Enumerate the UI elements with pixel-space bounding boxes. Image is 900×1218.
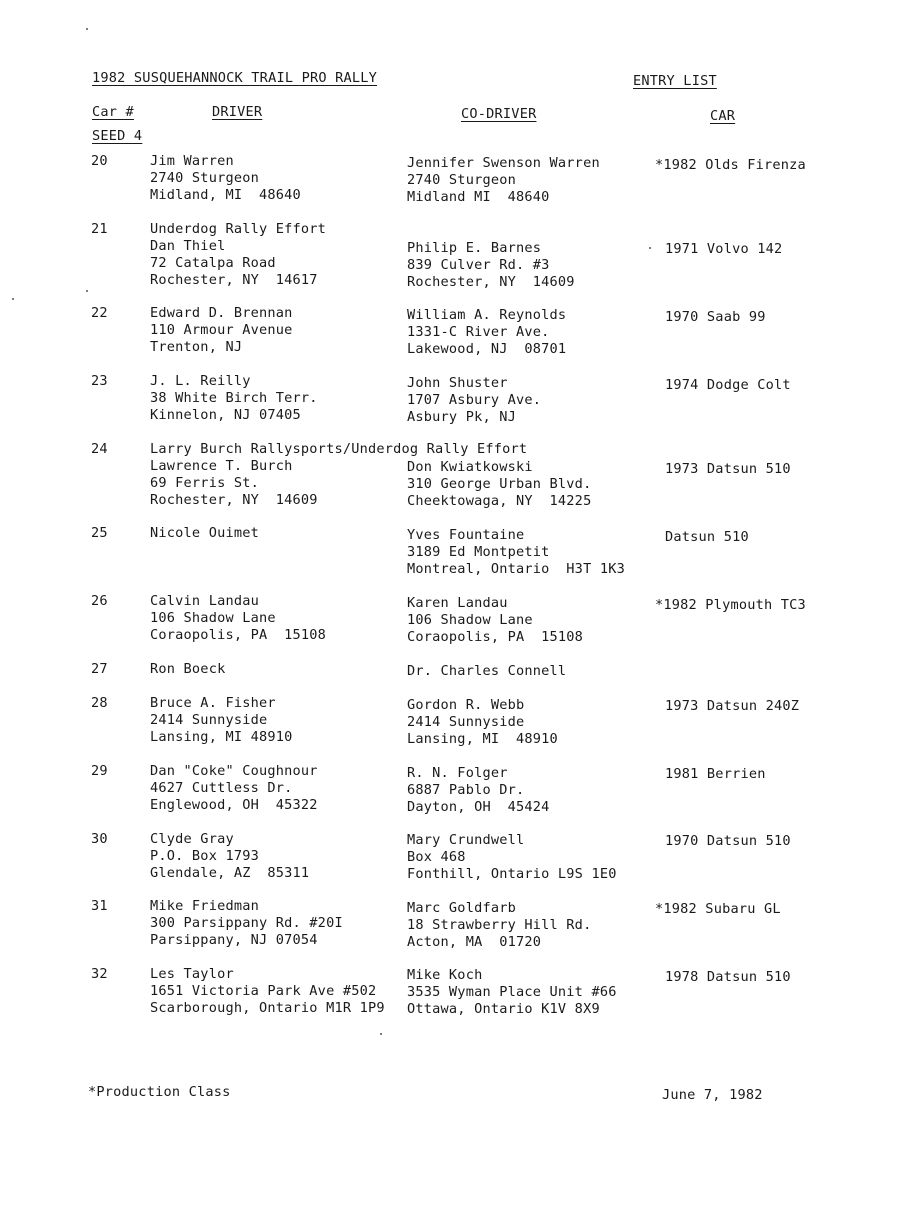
driver-address-line: Coraopolis, PA 15108 <box>150 627 327 643</box>
codriver-name: Mary Crundwell <box>407 832 525 848</box>
driver-address-line: Rochester, NY 14617 <box>150 272 318 288</box>
driver-address-line: 300 Parsippany Rd. #20I <box>150 915 343 931</box>
codriver-address-line: 106 Shadow Lane <box>407 612 533 628</box>
car-model: *1982 Plymouth TC3 <box>655 597 806 613</box>
driver-address-line: Scarborough, Ontario M1R 1P9 <box>150 1000 385 1016</box>
production-class-note: *Production Class <box>88 1084 231 1100</box>
codriver-name: Dr. Charles Connell <box>407 663 567 679</box>
codriver-address-line: 3535 Wyman Place Unit #66 <box>407 984 617 1000</box>
codriver-address-line: 6887 Pablo Dr. <box>407 782 525 798</box>
column-header-codriver: CO-DRIVER <box>461 106 537 122</box>
driver-address-line: 4627 Cuttless Dr. <box>150 780 293 796</box>
car-number: 32 <box>91 966 108 982</box>
car-number: 21 <box>91 221 108 237</box>
codriver-name: Gordon R. Webb <box>407 697 525 713</box>
codriver-name: Karen Landau <box>407 595 508 611</box>
driver-address-line: 110 Armour Avenue <box>150 322 293 338</box>
codriver-name: William A. Reynolds <box>407 307 567 323</box>
codriver-name: Yves Fountaine <box>407 527 525 543</box>
codriver-name: Marc Goldfarb <box>407 900 516 916</box>
car-number: 20 <box>91 153 108 169</box>
codriver-address-line: Rochester, NY 14609 <box>407 274 575 290</box>
codriver-address-line: 18 Strawberry Hill Rd. <box>407 917 592 933</box>
driver-name: Mike Friedman <box>150 898 259 914</box>
codriver-address-line: 2740 Sturgeon <box>407 172 516 188</box>
codriver-address-line: Cheektowaga, NY 14225 <box>407 493 592 509</box>
car-model: 1973 Datsun 240Z <box>665 698 800 714</box>
car-number: 22 <box>91 305 108 321</box>
car-number: 26 <box>91 593 108 609</box>
driver-name: Dan "Coke" Coughnour <box>150 763 318 779</box>
column-header-driver: DRIVER <box>212 104 263 120</box>
driver-name: Clyde Gray <box>150 831 234 847</box>
driver-address-line: 1651 Victoria Park Ave #502 <box>150 983 377 999</box>
car-number: 25 <box>91 525 108 541</box>
car-model: Datsun 510 <box>665 529 749 545</box>
event-title: 1982 SUSQUEHANNOCK TRAIL PRO RALLY <box>92 70 378 86</box>
codriver-address-line: Lansing, MI 48910 <box>407 731 558 747</box>
car-model: 1970 Datsun 510 <box>665 833 791 849</box>
scan-speck <box>380 1033 382 1035</box>
car-model: *1982 Subaru GL <box>655 901 781 917</box>
codriver-address-line: 1331-C River Ave. <box>407 324 550 340</box>
driver-name: Nicole Ouimet <box>150 525 259 541</box>
codriver-name: Philip E. Barnes <box>407 240 542 256</box>
driver-address-line: 69 Ferris St. <box>150 475 259 491</box>
codriver-name: R. N. Folger <box>407 765 508 781</box>
driver-address-line: Rochester, NY 14609 <box>150 492 318 508</box>
driver-address-line: 72 Catalpa Road <box>150 255 276 271</box>
codriver-name: Mike Koch <box>407 967 483 983</box>
seed-label: SEED 4 <box>92 128 143 144</box>
driver-name: Les Taylor <box>150 966 234 982</box>
car-model: 1971 Volvo 142 <box>665 241 783 257</box>
car-model: 1974 Dodge Colt <box>665 377 791 393</box>
driver-address-line: Glendale, AZ 85311 <box>150 865 310 881</box>
driver-address-line: Trenton, NJ <box>150 339 243 355</box>
codriver-address-line: 3189 Ed Montpetit <box>407 544 550 560</box>
column-header-car-number: Car # <box>92 104 134 120</box>
codriver-address-line: Fonthill, Ontario L9S 1E0 <box>407 866 617 882</box>
codriver-address-line: Coraopolis, PA 15108 <box>407 629 584 645</box>
car-number: 28 <box>91 695 108 711</box>
car-number: 23 <box>91 373 108 389</box>
car-number: 31 <box>91 898 108 914</box>
codriver-address-line: Acton, MA 01720 <box>407 934 542 950</box>
car-model: 1981 Berrien <box>665 766 766 782</box>
driver-name: Calvin Landau <box>150 593 259 609</box>
car-model: *1982 Olds Firenza <box>655 157 806 173</box>
car-model: 1970 Saab 99 <box>665 309 766 325</box>
driver-address-line: 2740 Sturgeon <box>150 170 259 186</box>
scan-speck <box>12 298 14 300</box>
driver-address-line: 106 Shadow Lane <box>150 610 276 626</box>
car-number: 27 <box>91 661 108 677</box>
codriver-address-line: Ottawa, Ontario K1V 8X9 <box>407 1001 600 1017</box>
car-number: 29 <box>91 763 108 779</box>
scan-speck <box>86 28 88 30</box>
codriver-address-line: 839 Culver Rd. #3 <box>407 257 550 273</box>
codriver-address-line: Lakewood, NJ 08701 <box>407 341 567 357</box>
column-header-car: CAR <box>710 108 736 124</box>
codriver-address-line: 310 George Urban Blvd. <box>407 476 592 492</box>
driver-address-line: Parsippany, NJ 07054 <box>150 932 318 948</box>
scan-speck <box>649 247 651 249</box>
car-model: 1978 Datsun 510 <box>665 969 791 985</box>
car-number: 24 <box>91 441 108 457</box>
driver-address-line: Englewood, OH 45322 <box>150 797 318 813</box>
codriver-address-line: Dayton, OH 45424 <box>407 799 550 815</box>
driver-name: Dan Thiel <box>150 238 226 254</box>
driver-name: J. L. Reilly <box>150 373 251 389</box>
scan-speck <box>86 290 88 292</box>
driver-address-line: 38 White Birch Terr. <box>150 390 318 406</box>
driver-name: Edward D. Brennan <box>150 305 293 321</box>
codriver-name: John Shuster <box>407 375 508 391</box>
car-model: 1973 Datsun 510 <box>665 461 791 477</box>
codriver-address-line: Montreal, Ontario H3T 1K3 <box>407 561 625 577</box>
doc-type-label: ENTRY LIST <box>633 73 717 89</box>
codriver-name: Jennifer Swenson Warren <box>407 155 600 171</box>
team-name: Underdog Rally Effort <box>150 221 327 237</box>
document-date: June 7, 1982 <box>662 1087 763 1103</box>
driver-name: Ron Boeck <box>150 661 226 677</box>
driver-address-line: Midland, MI 48640 <box>150 187 301 203</box>
driver-name: Lawrence T. Burch <box>150 458 293 474</box>
codriver-address-line: Midland MI 48640 <box>407 189 550 205</box>
codriver-address-line: 1707 Asbury Ave. <box>407 392 542 408</box>
driver-address-line: Kinnelon, NJ 07405 <box>150 407 301 423</box>
codriver-address-line: 2414 Sunnyside <box>407 714 525 730</box>
codriver-name: Don Kwiatkowski <box>407 459 533 475</box>
team-name: Larry Burch Rallysports/Underdog Rally Effort <box>150 441 528 457</box>
driver-address-line: 2414 Sunnyside <box>150 712 268 728</box>
codriver-address-line: Box 468 <box>407 849 466 865</box>
driver-name: Jim Warren <box>150 153 234 169</box>
car-number: 30 <box>91 831 108 847</box>
codriver-address-line: Asbury Pk, NJ <box>407 409 516 425</box>
driver-address-line: Lansing, MI 48910 <box>150 729 293 745</box>
driver-address-line: P.O. Box 1793 <box>150 848 259 864</box>
driver-name: Bruce A. Fisher <box>150 695 276 711</box>
